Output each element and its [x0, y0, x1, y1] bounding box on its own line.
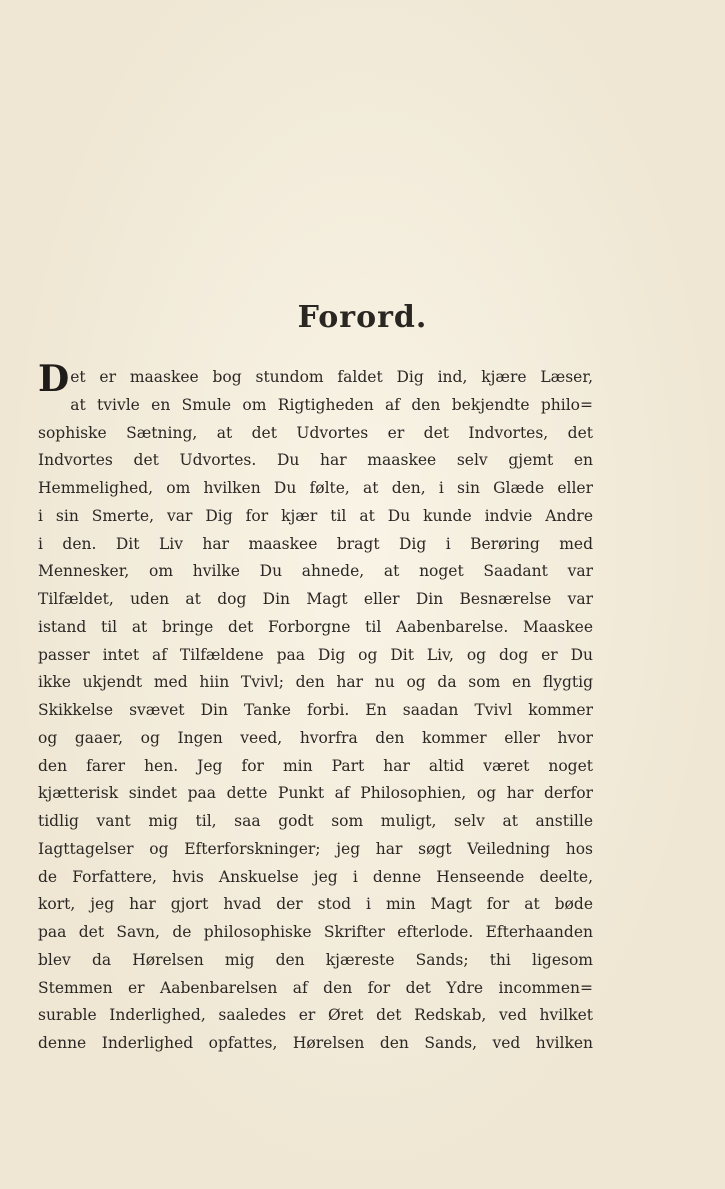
text-line: tidlig vant mig til, saa godt som muligt, selv at anstille — [38, 812, 593, 830]
text-line: paa det Savn, de philosophiske Skrifter efterlode. Efterhaanden — [38, 923, 593, 941]
text-line: blev da Hørelsen mig den kjæreste Sands; thi ligesom — [38, 950, 593, 969]
text-line: ikke ukjendt med hiin Tvivl; den har nu og da som en flygtig — [38, 673, 593, 692]
text-line: passer intet af Tilfældene paa Dig og Dit Liv, og dog er Du — [38, 645, 593, 664]
text-line: et er maaskee bog stundom faldet Dig ind, kjære Læser, — [70, 368, 593, 386]
text-line: denne Inderlighed opfattes, Hørelsen den Sands, ved hvilken — [38, 1034, 593, 1052]
text-line: surable Inderlighed, saaledes er Øret det Redskab, ved hvilket — [38, 1006, 593, 1025]
text-line: kjætterisk sindet paa dette Punkt af Philosophien, og har derfor — [38, 784, 593, 803]
text-line: og gaaer, og Ingen veed, hvorfra den kommer eller hvor — [38, 728, 593, 747]
text-line: den farer hen. Jeg for min Part har altid været noget — [38, 756, 593, 775]
text-line: kort, jeg har gjort hvad der stod i min Magt for at bøde — [38, 895, 593, 914]
text-line: Skikkelse svævet Din Tanke forbi. En saadan Tvivl kommer — [38, 701, 593, 719]
text-line: Stemmen er Aabenbarelsen af den for det Ydre incommen= — [38, 978, 593, 997]
text-line: Iagttagelser og Efterforskninger; jeg har søgt Veiledning hos — [38, 839, 593, 858]
text-line: i sin Smerte, var Dig for kjær til at Du kunde indvie Andre — [38, 506, 593, 525]
text-line: Indvortes det Udvortes. Du har maaskee selv gjemt en — [38, 451, 593, 470]
body-paragraph — [38, 358, 593, 1058]
text-line: i den. Dit Liv har maaskee bragt Dig i Berøring med — [38, 534, 593, 553]
drop-cap: D — [38, 358, 70, 400]
text-line: Tilfældet, uden at dog Din Magt eller Din Besnærelse var — [38, 590, 593, 608]
text-line: de Forfattere, hvis Anskuelse jeg i denne Henseende deelte, — [38, 867, 593, 886]
text-line: sophiske Sætning, at det Udvortes er det Indvortes, det — [38, 423, 593, 442]
text-line: Hemmelighed, om hvilken Du følte, at den, i sin Glæde eller — [38, 479, 593, 497]
text-line: at tvivle en Smule om Rigtigheden af den bekjendte philo= — [70, 395, 593, 414]
text-line: istand til at bringe det Forborgne til Aabenbarelse. Maaskee — [38, 617, 593, 636]
text-line: Mennesker, om hvilke Du ahnede, at noget Saadant var — [38, 562, 593, 581]
page-heading: Forord. — [297, 300, 428, 335]
